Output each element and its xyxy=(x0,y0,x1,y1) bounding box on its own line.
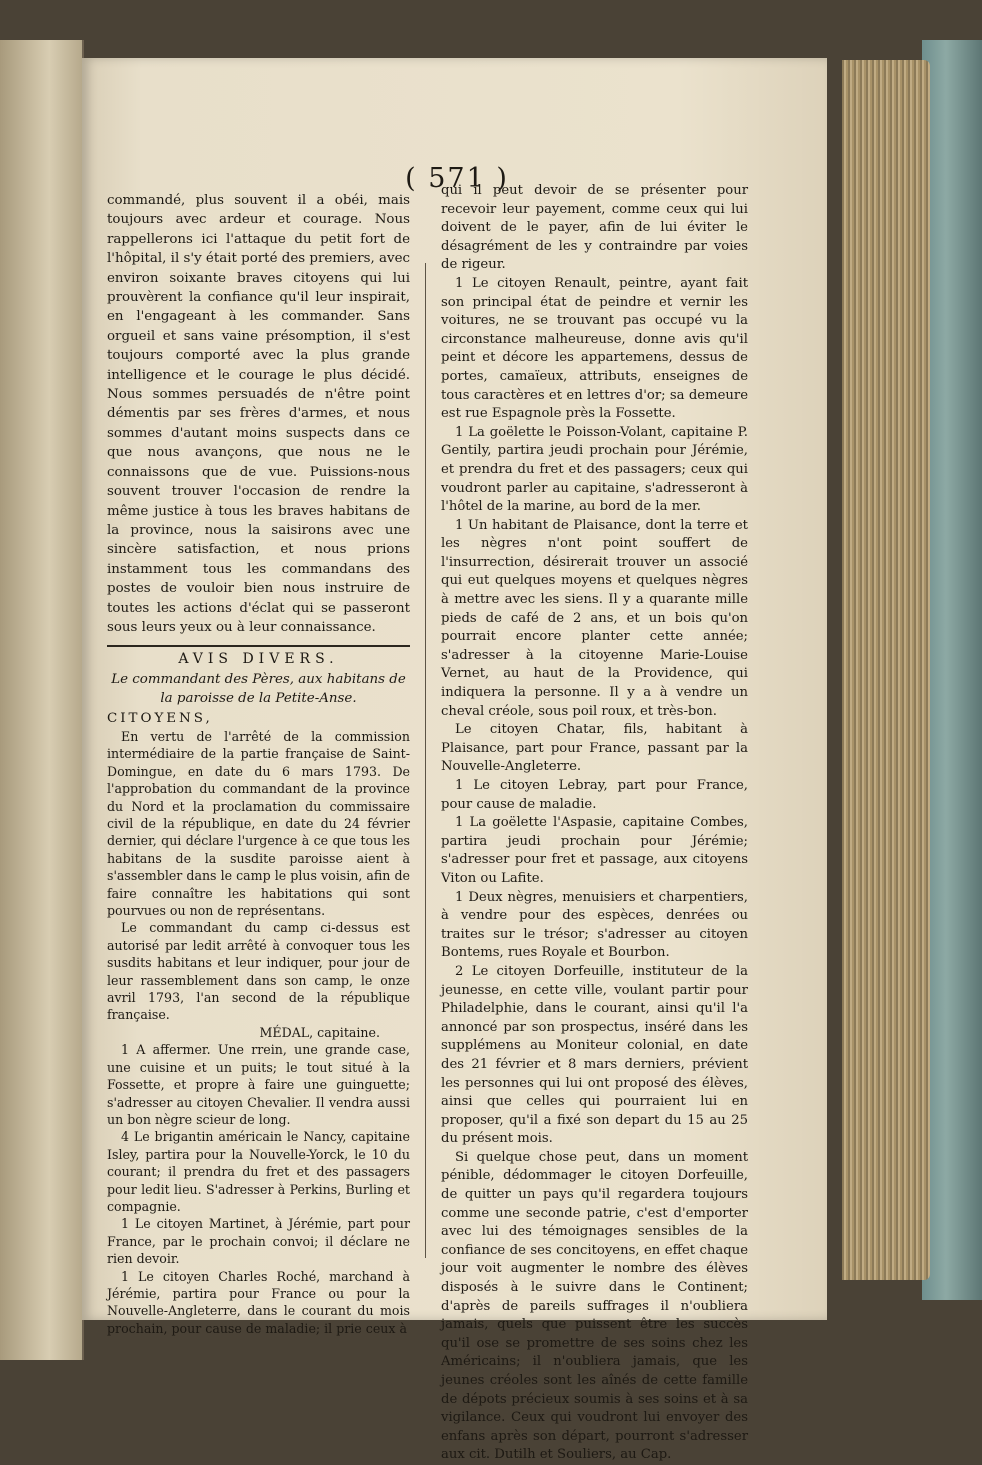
ad-item: 1 Le citoyen Charles Roché, marchand à Jérémie, partira pour France ou pour la Nouvelle-Angleterre, dans le courant du mois prochain, pour cause de maladie; il prie ceux à xyxy=(107,1268,410,1336)
ad-item: 1 A affermer. Une rrein, une grande case, une cuisine et un puits; le tout situé à la Fossette, et propre à faire une guinguette; s'adresser au citoyen Chevalier. Il vendra aussi un bon nègre scieur de long. xyxy=(107,1042,410,1127)
book-page xyxy=(82,58,827,1463)
ad-item: Le citoyen Chatar, fils, habitant à Plaisance, part pour France, passant par la Nouvelle-Angleterre. xyxy=(441,722,748,775)
page-number: ( 571 ) xyxy=(405,163,509,194)
ad-item: 1 Un habitant de Plaisance, dont la terre et les nègres n'ont point souffert de l'insurrection, désirerait trouver un associé qui eut quelques moyens et quelques nègres à mettre avec les siens. Il y a quarante mille pieds de café de 2 ans, et un bois qu'on pourrait encore planter cette année; s'adresser à la citoyenne Marie-Louise Vernet, au haut de la Providence, qui indiquera la personne. Il y a à vendre un cheval créole, sous poil roux, et très-bon. xyxy=(441,517,748,719)
ad-item: 1 La goëlette l'Aspasie, capitaine Combes, partira jeudi prochain pour Jérémie; s'adresser pour fret et passage, aux citoyens Viton ou Lafite. xyxy=(441,815,748,886)
ad-item: 2 Le citoyen Dorfeuille, instituteur de la jeunesse, en cette ville, voulant partir pour Philadelphie, dans le courant, ainsi qu'il l'a annoncé par son prospectus, inséré dans les supplémens au Moniteur colonial, en date des 21 février et 8 mars derniers, prévient les personnes qui lui ont proposé des élèves, ainsi que celles qui pourraient lui en proposer, qu'il a fixé son depart du 15 au 25 du présent mois. xyxy=(441,963,748,1147)
section-subtitle: Le commandant des Pères, aux habitans de la paroisse de la Petite-Anse. xyxy=(111,671,406,707)
continued-paragraph: qui il peut devoir de se présenter pour recevoir leur payement, comme ceux qui lui doivent de le payer, afin de lui éviter le désagrément de les y contraindre par voies de rigeur. xyxy=(441,183,748,273)
ad-item: 1 Le citoyen Lebray, part pour France, pour cause de maladie. xyxy=(441,778,748,812)
page-stack-edge xyxy=(842,60,930,1280)
ad-item: Si quelque chose peut, dans un moment pénible, dédommager le citoyen Dorfeuille, de quitter un pays qu'il regardera toujours comme une seconde patrie, c'est d'emporter avec lui des témoignages sensibles de la confiance de ses concitoyens, en effet chaque jour voit augmenter le nombre des élèves disposés à le suivre dans le Continent; d'après de pareils suffrages il n'oubliera jamais, quels que puissent être les succès qu'il ose se promettre de ses soins chez les Américains; il n'oubliera jamais, que les jeunes créoles sont les aînés de cette famille de dépots précieux soumis à ses soins et à sa vigilance. Ceux qui voudront lui envoyer des enfans après son départ, pourront s'adresser aux cit. Dutilh et Souliers, au Cap. xyxy=(441,1149,748,1463)
opening-paragraph: commandé, plus souvent il a obéi, mais toujours avec ardeur et courage. Nous rappellerons ici l'attaque du petit fort de l'hôpital, il s'y était porté des premiers, avec environ soixante braves citoyens qui lui prouvèrent la confiance qu'il leur inspirait, en l'engageant à les commander. Sans orgueil et sans vaine présomption, il s'est toujours comporté avec la plus grande intelligence et le courage le plus décidé. Nous sommes persuadés de n'être point démentis par ses frères d'armes, et nous sommes d'autant moins suspects dans ce que nous avançons, que nous ne le connaissons que de vue. Puissions-nous souvent trouver l'occasion de rendre la même justice à tous les braves habitans de la province, nous la saisirons avec une sincère satisfaction, et nous prions instamment tous les commandans des postes de vouloir bien nous instruire de toutes les actions d'éclat qui se passeront sous leurs yeux ou à leur connaissance. xyxy=(107,193,410,635)
ad-item: 1 Le citoyen Martinet, à Jérémie, part pour France, par le prochain convoi; il déclare ne rien devoir. xyxy=(107,1216,410,1267)
ad-item: 1 La goëlette le Poisson-Volant, capitaine P. Gentily, partira jeudi prochain pour Jérémie, et prendra du fret et des passagers; ceux qui voudront parler au capitaine, s'adresseront à l'hôtel de la marine, au bord de la mer. xyxy=(441,424,748,515)
notice-signature: MÉDAL, capitaine. xyxy=(259,1024,380,1040)
section-divider xyxy=(107,645,410,647)
salutation: CITOYENS, xyxy=(107,710,213,726)
ad-item: 1 Le citoyen Renault, peintre, ayant fait son principal état de peindre et vernir les voitures, ne se trouvant pas occupé vu la circonstance malheureuse, donne avis qu'il peint et décore les appartemens, dessus de portes, camaïeux, attributs, enseignes de tous caractères et en lettres d'or; sa demeure est rue Espagnole près la Fossette. xyxy=(441,275,748,422)
facing-page-edge xyxy=(0,40,84,1360)
notice-paragraph-1: En vertu de l'arrêté de la commission intermédiaire de la partie française de Saint-Domingue, en date du 6 mars 1793. De l'approbation du commandant de la province du Nord et la proclamation du commissaire civil de la république, en date du 24 février dernier, qui déclare l'urgence à ce que tous les habitans de la susdite paroisse aient à s'assembler dans le camp le plus voisin, afin de faire connaître les habitations qui sont pourvues ou non de représentans. xyxy=(107,728,410,919)
book-cover-edge xyxy=(922,40,982,1300)
ad-item: 4 Le brigantin américain le Nancy, capitaine Isley, partira pour la Nouvelle-Yorck, le 10 du courant; il prendra du fret et des passagers pour ledit lieu. S'adresser à Perkins, Burling et compagnie. xyxy=(107,1129,410,1214)
section-title: AVIS DIVERS. xyxy=(178,651,339,668)
ad-item: 1 Deux nègres, menuisiers et charpentiers, à vendre pour des espèces, denrées ou traites sur le trésor; s'adresser au citoyen Bontems, rues Royale et Bourbon. xyxy=(441,889,748,961)
notice-paragraph-2: Le commandant du camp ci-dessus est autorisé par ledit arrêté à convoquer tous les susdits habitans et leur indiquer, pour jour de leur rassemblement dans son camp, le onze avril 1793, l'an second de la république française. xyxy=(107,920,410,1023)
right-column xyxy=(441,182,748,1465)
left-column xyxy=(107,191,410,1337)
column-rule xyxy=(425,263,426,1258)
